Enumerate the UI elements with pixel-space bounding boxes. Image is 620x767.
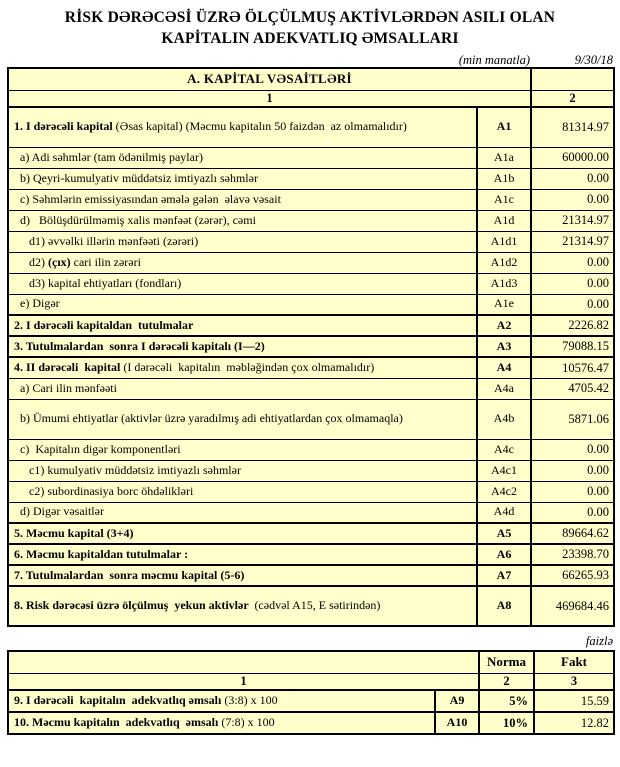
row-label-cell (8, 523, 477, 544)
label-segment: (7:8) x 100 (221, 715, 275, 730)
row-value-cell: 0.00 (531, 252, 614, 273)
row-label-cell (8, 252, 477, 273)
row-code-cell: A1e (477, 294, 531, 315)
table-row (8, 357, 614, 378)
row-value-cell: 0.00 (531, 460, 614, 481)
row-code-cell: A8 (477, 586, 531, 626)
table-row (8, 523, 614, 544)
row-code-cell: A4d (477, 502, 531, 523)
row-label-cell (8, 336, 477, 357)
row-code-cell: A9 (435, 690, 479, 712)
row-value-cell: 0.00 (531, 502, 614, 523)
table-row (8, 439, 614, 460)
label-segment: (cədvəl A15, E sətirindən) (254, 598, 381, 613)
row-code-cell: A4b (477, 399, 531, 439)
table-row (8, 565, 614, 586)
row-label-cell (8, 294, 477, 315)
ratio-table (7, 650, 615, 735)
row-label-cell (8, 357, 477, 378)
row-value-cell: 66265.93 (531, 565, 614, 586)
label-segment-bold: 6. Məcmu kapitaldan tutulmalar : (14, 546, 189, 561)
table-row (8, 189, 614, 210)
row-label-cell (8, 189, 477, 210)
row-label-cell (8, 147, 477, 168)
table-row (8, 586, 614, 626)
label-segment: (Əsas kapital) (Məcmu kapitalın 50 faizdən az olmamalıdır) (115, 119, 407, 134)
label-segment: c) Kapitalın digər komponentləri (20, 441, 181, 456)
row-label-cell (8, 231, 477, 252)
column-number-fakt: 3 (534, 673, 614, 690)
row-code-cell: A2 (477, 315, 531, 336)
row-value-cell: 79088.15 (531, 336, 614, 357)
row-value-cell: 0.00 (531, 481, 614, 502)
row-value-cell: 0.00 (531, 273, 614, 294)
label-segment: (3:8) x 100 (224, 693, 278, 708)
row-label-cell (8, 502, 477, 523)
row-label-cell (8, 168, 477, 189)
row-value-cell: 469684.46 (531, 586, 614, 626)
report-title-line1: RİSK DƏRƏCƏSİ ÜZRƏ ÖLÇÜLMUŞ AKTİVLƏRDƏN ASILI OLAN (64, 9, 556, 26)
label-segment-bold: (çıx) (48, 254, 71, 269)
norma-header: Norma (479, 651, 534, 673)
row-label-cell (8, 460, 477, 481)
row-code-cell: A1 (477, 107, 531, 147)
row-label-cell (8, 481, 477, 502)
row-code-cell: A6 (477, 544, 531, 565)
table-row (8, 294, 614, 315)
row-value-cell: 5871.06 (531, 399, 614, 439)
row-value-cell: 10576.47 (531, 357, 614, 378)
row-value-cell: 0.00 (531, 189, 614, 210)
row-label-cell (8, 565, 477, 586)
empty-header-cell (8, 651, 479, 673)
label-segment: d) Digər vəsaitlər (20, 504, 104, 519)
section-header-row (8, 68, 614, 90)
label-segment: cari ilin zərəri (70, 254, 141, 269)
label-segment: e) Digər (20, 296, 60, 311)
table-row (8, 399, 614, 439)
column-number-value: 2 (531, 90, 614, 107)
column-number-label: 1 (8, 673, 479, 690)
row-value-cell: 0.00 (531, 294, 614, 315)
table-row (8, 168, 614, 189)
row-code-cell: A1a (477, 147, 531, 168)
label-segment-bold: 2. I dərəcəli kapitaldan tutulmalar (14, 317, 194, 332)
label-segment-bold: 9. I dərəcəli kapitalın adekvatlıq əmsalı (14, 693, 225, 708)
row-fakt-cell: 15.59 (534, 690, 614, 712)
row-code-cell: A4a (477, 378, 531, 399)
row-value-cell: 4705.42 (531, 378, 614, 399)
table-row (8, 712, 614, 734)
row-label-cell (8, 544, 477, 565)
percent-note: faizlə (585, 634, 613, 648)
row-norma-cell: 5% (479, 690, 534, 712)
row-label-cell (8, 439, 477, 460)
label-segment: (I dərəcəli kapitalın məbləğindən çox olmamalıdır) (123, 359, 375, 374)
row-code-cell: A4c2 (477, 481, 531, 502)
row-label-cell (8, 378, 477, 399)
report-title (17, 7, 603, 49)
meta-line (7, 53, 613, 67)
row-label-cell (8, 315, 477, 336)
row-code-cell: A3 (477, 336, 531, 357)
table-row (8, 460, 614, 481)
capital-table (7, 67, 615, 627)
section-title: A. KAPİTAL VƏSAİTLƏRİ (8, 68, 531, 90)
label-segment: d2) (29, 254, 48, 269)
table-row (8, 147, 614, 168)
ratio-header-row (8, 651, 614, 673)
label-segment-bold: 5. Məcmu kapital (3+4) (14, 525, 134, 540)
label-segment: d3) kapital ehtiyatları (fondları) (29, 275, 182, 290)
row-code-cell: A1d1 (477, 231, 531, 252)
row-value-cell: 81314.97 (531, 107, 614, 147)
row-code-cell: A1b (477, 168, 531, 189)
label-segment-bold: 7. Tutulmalardan sonra məcmu kapital (5-6) (14, 567, 245, 582)
column-number-label: 1 (8, 90, 531, 107)
label-segment: b) Qeyri-kumulyativ müddətsiz imtiyazlı səhmlər (20, 170, 258, 185)
table-row (8, 107, 614, 147)
row-value-cell: 60000.00 (531, 147, 614, 168)
row-label-cell (8, 586, 477, 626)
row-value-cell: 0.00 (531, 439, 614, 460)
table-row (8, 690, 614, 712)
table-row (8, 378, 614, 399)
label-segment-bold: 10. Məcmu kapitalın adekvatlıq əmsalı (14, 715, 222, 730)
row-value-cell: 21314.97 (531, 231, 614, 252)
row-label-cell (8, 690, 435, 712)
label-segment-bold: 4. II dərəcəli kapital (14, 359, 124, 374)
row-code-cell: A1d3 (477, 273, 531, 294)
table-row (8, 273, 614, 294)
row-code-cell: A1d (477, 210, 531, 231)
row-label-cell (8, 107, 477, 147)
table-row (8, 210, 614, 231)
label-segment-bold: 1. I dərəcəli kapital (14, 119, 116, 134)
fakt-header: Fakt (534, 651, 614, 673)
label-segment: d1) əvvəlki illərin mənfəəti (zərəri) (29, 233, 199, 248)
row-value-cell: 23398.70 (531, 544, 614, 565)
report-date: 9/30/18 (574, 53, 613, 67)
column-number-row (8, 90, 614, 107)
column-number-norma: 2 (479, 673, 534, 690)
row-code-cell: A1c (477, 189, 531, 210)
label-segment: b) Ümumi ehtiyatlar (aktivlər üzrə yaradılmış adi ehtiyatlardan çox olmamaqla) (20, 411, 403, 426)
row-code-cell: A4 (477, 357, 531, 378)
table-row (8, 481, 614, 502)
label-segment: c) Səhmlərin emissiyasından əmələ gələn əlavə vəsait (20, 191, 281, 206)
row-label-cell (8, 210, 477, 231)
report-title-line2: KAPİTALIN ADEKVATLIQ ƏMSALLARI (161, 30, 459, 47)
label-segment: a) Cari ilin mənfəəti (20, 380, 117, 395)
label-segment: d) Bölüşdürülməmiş xalis mənfəət (zərər), cəmi (20, 212, 256, 227)
row-label-cell (8, 712, 435, 734)
unit-note: (min manatla) (458, 53, 530, 67)
table-row (8, 544, 614, 565)
label-segment-bold: 3. Tutulmalardan sonra I dərəcəli kapitalı (I—2) (14, 338, 265, 353)
row-label-cell (8, 399, 477, 439)
ratio-column-number-row (8, 673, 614, 690)
row-code-cell: A4c1 (477, 460, 531, 481)
row-value-cell: 89664.62 (531, 523, 614, 544)
table-row (8, 231, 614, 252)
empty-header-cell (531, 68, 614, 90)
table-row (8, 252, 614, 273)
row-code-cell: A7 (477, 565, 531, 586)
label-segment: c1) kumulyativ müddətsiz imtiyazlı səhmlər (29, 462, 241, 477)
label-segment: a) Adi səhmlər (tam ödənilmiş paylar) (20, 149, 203, 164)
row-code-cell: A4c (477, 439, 531, 460)
label-segment: c2) subordinasiya borc öhdəlikləri (29, 483, 194, 498)
row-label-cell (8, 273, 477, 294)
row-value-cell: 2226.82 (531, 315, 614, 336)
row-value-cell: 0.00 (531, 168, 614, 189)
table-row (8, 502, 614, 523)
table-row (8, 336, 614, 357)
row-code-cell: A1d2 (477, 252, 531, 273)
row-code-cell: A10 (435, 712, 479, 734)
row-fakt-cell: 12.82 (534, 712, 614, 734)
row-norma-cell: 10% (479, 712, 534, 734)
row-value-cell: 21314.97 (531, 210, 614, 231)
table-row (8, 315, 614, 336)
row-code-cell: A5 (477, 523, 531, 544)
label-segment-bold: 8. Risk dərəcəsi üzrə ölçülmuş yekun aktivlər (14, 598, 255, 613)
